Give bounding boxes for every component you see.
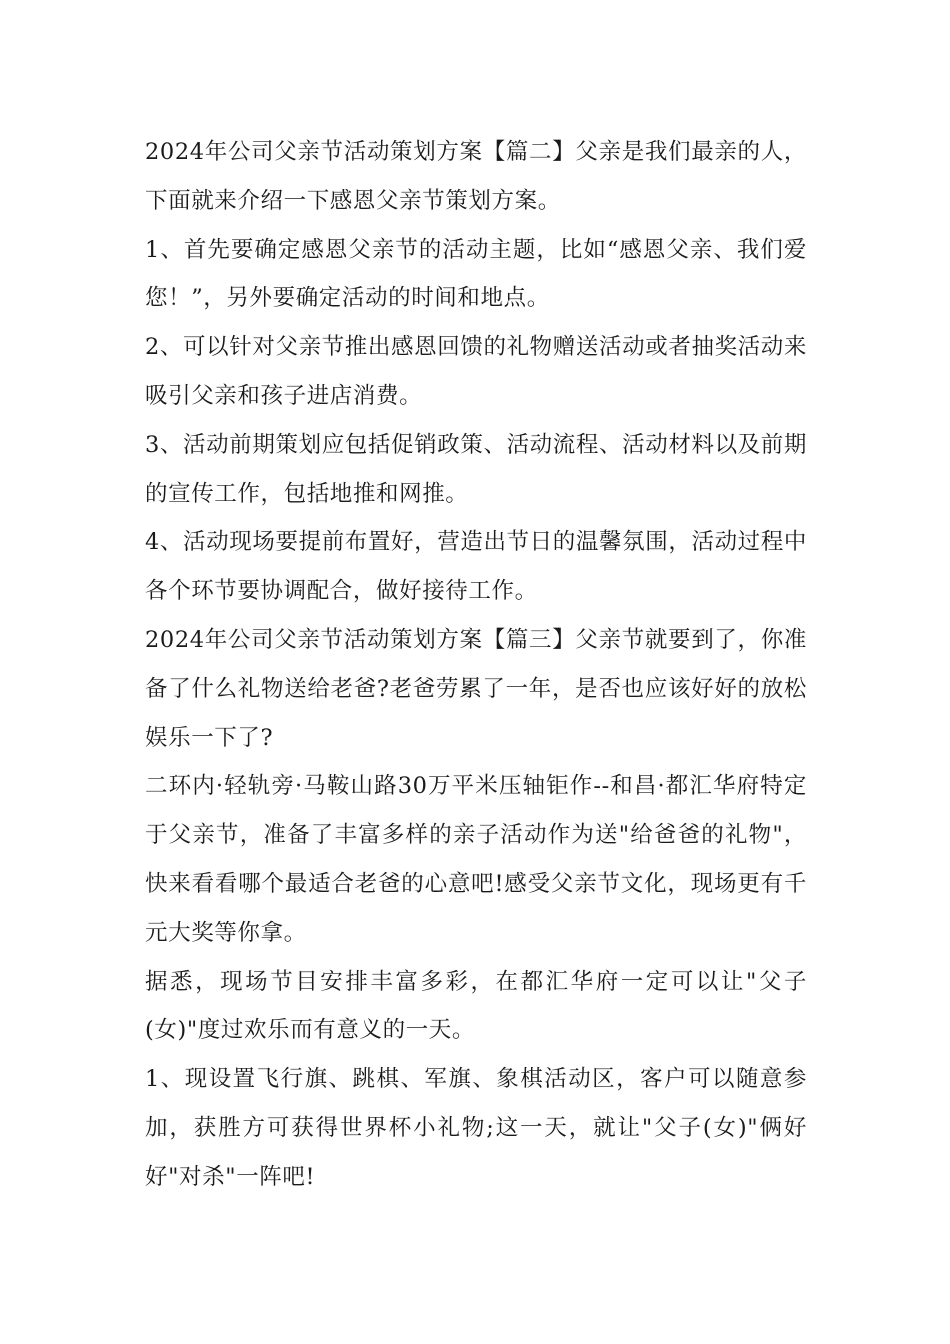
paragraph-event-announcement: 二环内·轻轨旁·马鞍山路30万平米压轴钜作--和昌·都汇华府特定于父亲节，准备了丰富多样的亲子活动作为送"给爸爸的礼物"，快来看看哪个最适合老爸的心意吧!感受父亲节文化，现场更有千元大奖等你拿。 [145,773,807,946]
paragraph-step-2-gifts: 2、可以针对父亲节推出感恩回馈的礼物赠送活动或者抽奖活动来吸引父亲和孩子进店消费。 [145,334,807,409]
paragraph-program-summary: 据悉，现场节目安排丰富多彩，在都汇华府一定可以让"父子(女)"度过欢乐而有意义的一天。 [145,968,807,1044]
paragraph-step-1-theme: 1、首先要确定感恩父亲节的活动主题，比如“感恩父亲、我们爱您！”，另外要确定活动的时间和地点。 [145,236,807,312]
paragraph-step-3-planning: 3、活动前期策划应包括促销政策、活动流程、活动材料以及前期的宣传工作，包括地推和网推。 [145,431,807,507]
paragraph-plan-two-intro: 2024年公司父亲节活动策划方案【篇二】父亲是我们最亲的人，下面就来介绍一下感恩父亲节策划方案。 [145,139,807,214]
paragraph-step-4-onsite: 4、活动现场要提前布置好，营造出节日的温馨氛围，活动过程中各个环节要协调配合，做好接待工作。 [145,529,807,605]
paragraph-activity-1-games: 1、现设置飞行旗、跳棋、军旗、象棋活动区，客户可以随意参加，获胜方可获得世界杯小礼物;这一天，就让"父子(女)"俩好好"对杀"一阵吧! [145,1066,807,1190]
document-body [145,128,807,1202]
paragraph-plan-three-intro: 2024年公司父亲节活动策划方案【篇三】父亲节就要到了，你准备了什么礼物送给老爸?老爸劳累了一年，是否也应该好好的放松娱乐一下了? [145,626,807,751]
